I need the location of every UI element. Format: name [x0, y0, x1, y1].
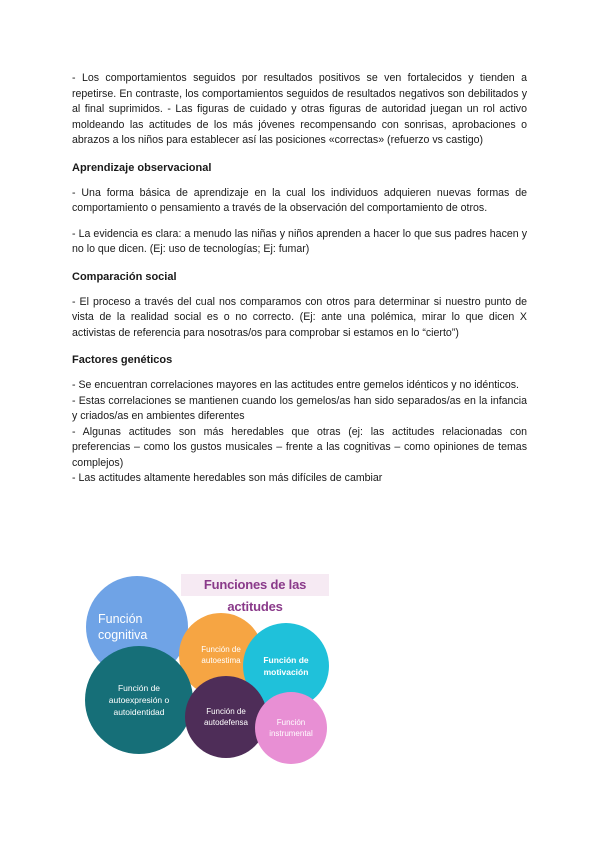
label-funcion-cognitiva: Función cognitiva — [98, 612, 148, 642]
comparacion-paragraph-1: - El proceso a través del cual nos comparamos con otros para determinar si nuestro punto de vista de la realidad social es o no correcto. (Ej: ante una polémica, mirar lo que dicen X activistas de referencia para nosotras/os para comprobar si estamos en lo “cierto”) — [72, 295, 527, 339]
heading-comparacion-social: Comparación social — [72, 270, 177, 283]
diagram-title: Funciones de las actitudes — [181, 574, 329, 596]
geneticos-item-2: - Estas correlaciones se mantienen cuando los gemelos/as han sido separados/as en la infancia y criados/as en ambientes diferentes — [72, 394, 527, 422]
document-body — [72, 71, 527, 487]
geneticos-item-3: - Algunas actitudes son más heredables que otras (ej: las actitudes relacionadas con preferencias – como los gustos musicales – frente a las cognitivas – como opiniones de temas complejos) — [72, 425, 527, 469]
observacional-paragraph-2: - La evidencia es clara: a menudo las niñas y niños aprenden a hacer lo que sus padres hacen y no lo que dicen. (Ej: uso de tecnologías; Ej: fumar) — [72, 227, 527, 255]
label-funcion-autoestima: Función de autoestima — [201, 645, 241, 665]
circle-funcion-autoexpresion — [85, 646, 193, 754]
heading-factores-geneticos: Factores genéticos — [72, 354, 173, 366]
geneticos-item-1: - Se encuentran correlaciones mayores en las actitudes entre gemelos idénticos y no idénticos. — [72, 379, 519, 391]
circle-funcion-instrumental — [255, 692, 327, 764]
intro-paragraph: - Los comportamientos seguidos por resultados positivos se ven fortalecidos y tienden a repetirse. En contraste, los comportamientos seguidos de resultados negativos son debilitados y al final suprimidos. - Las figuras de cuidado y otras figuras de autoridad juegan un rol activo moldeando las actitudes de los más jóvenes recompensando con sonrisas, aprobaciones o abrazos a los niños para establecer así las posiciones «correctas» (refuerzo vs castigo) — [72, 72, 527, 146]
label-funcion-instrumental: Función instrumental — [269, 718, 313, 738]
label-funcion-autoexpresion: Función de autoexpresión o autoidentidad — [108, 683, 170, 717]
heading-aprendizaje-observacional: Aprendizaje observacional — [72, 161, 212, 174]
label-funcion-motivacion: Función de motivación — [263, 655, 309, 677]
funciones-actitudes-diagram — [85, 568, 345, 768]
label-funcion-autodefensa: Función de autodefensa — [203, 707, 249, 727]
geneticos-item-4: - Las actitudes altamente heredables son más difíciles de cambiar — [72, 472, 383, 484]
observacional-paragraph-1: - Una forma básica de aprendizaje en la cual los individuos adquieren nuevas formas de comportamiento o pensamiento a través de la observación del comportamiento de otros. — [72, 186, 527, 214]
circle-funcion-autodefensa — [185, 676, 267, 758]
